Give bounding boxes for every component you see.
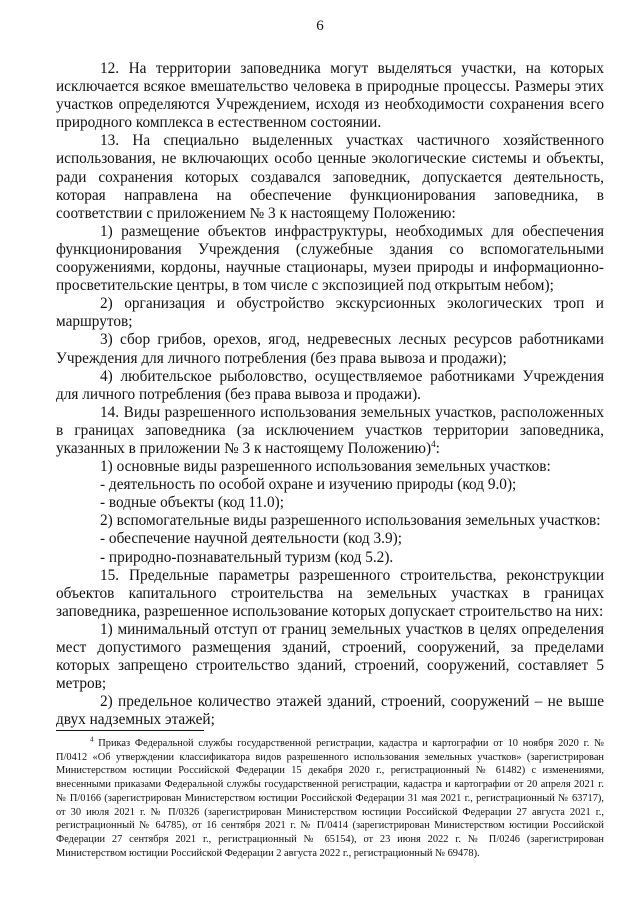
list-item-auxiliary-uses: 2) вспомогательные виды разрешенного использования земельных участков: — [100, 512, 601, 530]
list-item-tourism: - природно-познавательный туризм (код 5.2). — [100, 548, 394, 566]
paragraph-13: 13. На специально выделенных участках частичного хозяйственного использования, не включающих особо ценные экологические системы и объекты, ради сохранения которых создавался заповедник, допускается деятельность, которая направлена на обеспечение функционирования заповедника, в соответствии с приложением № 3 к настоящему Положению: — [56, 132, 604, 222]
footnote — [56, 737, 604, 860]
list-item-infrastructure: 1) размещение объектов инфраструктуры, необходимых для обеспечения функционирования Учреждения (служебные здания со вспомогательными сооружениями, кордоны, научные стационары, музеи природы и информационно-просветительские центры, в том числе с экспозицией под открытым небом); — [56, 222, 604, 295]
footnote-marker: 4 — [90, 735, 94, 744]
paragraph-15: 15. Предельные параметры разрешенного строительства, реконструкции объектов капитального строительства на земельных участках в границах заповедника, разрешенное использование которых допускает строительство на них: — [56, 566, 604, 620]
paragraph-14-tail: : — [435, 439, 440, 457]
footnote-divider — [56, 730, 204, 731]
list-item-floors: 2) предельное количество этажей зданий, строений, сооружений – не выше двух надземных этажей; — [56, 693, 604, 729]
list-item-main-uses: 1) основные виды разрешенного использования земельных участков: — [100, 458, 551, 476]
footnote-reference[interactable]: 4 — [431, 438, 436, 449]
list-item-eco-trails: 2) организация и обустройство экскурсионных экологических троп и маршрутов; — [56, 295, 604, 331]
paragraph-12: 12. На территории заповедника могут выделяться участки, на которых исключается всякое вмешательство человека в природные процессы. Размеры этих участков определяются Учреждением, исходя из необходимости сохранения всего природного комплекса в естественном состоянии. — [56, 60, 604, 132]
list-item-science: - обеспечение научной деятельности (код 3.9); — [100, 530, 402, 548]
paragraph-14 — [56, 404, 604, 458]
list-item-water-objects: - водные объекты (код 11.0); — [100, 494, 284, 512]
page-number: 6 — [316, 18, 324, 34]
document-body — [56, 60, 604, 729]
list-item-gathering: 3) сбор грибов, орехов, ягод, недревесных лесных ресурсов работниками Учреждения для личного потребления (без права вывоза и продажи); — [56, 331, 604, 367]
list-item-protection: - деятельность по особой охране и изучению природы (код 9.0); — [100, 476, 517, 494]
paragraph-14-text: 14. Виды разрешенного использования земельных участков, расположенных в границах заповедника (за исключением участков территории заповедника, указанных в приложении № 3 к настоящему Положению) — [56, 403, 604, 457]
list-item-setback: 1) минимальный отступ от границ земельных участков в целях определения мест допустимого размещения зданий, строений, сооружений, за пределами которых запрещено строительство зданий, строений, сооружений, составляет 5 метров; — [56, 620, 604, 693]
list-item-fishing: 4) любительское рыболовство, осуществляемое работниками Учреждения для личного потребления (без права вывоза и продажи). — [56, 367, 604, 403]
footnote-text: Приказ Федеральной службы государственной регистрации, кадастра и картографии от 10 ноября 2020 г. № П/0412 «Об утверждении классификатора видов разрешенного использования земельных участков» (зарегистрирован Министерством юстиции Российской Федерации 15 декабря 2020 г., регистрационный № 61482) с изменениями, внесенными приказами Федеральной службы государственной регистрации, кадастра и картографии от 20 апреля 2021 г. № П/0166 (зарегистрирован Министерством юстиции Российской Федерации 31 мая 2021 г., регистрационный № 63717), от 30 июля 2021 г. № П/0326 (зарегистрирован Министерством юстиции Российской Федерации 27 августа 2021 г., регистрационный № 64785), от 16 сентября 2021 г. № П/0414 (зарегистрирован Министерством юстиции Российской Федерации 27 сентября 2021 г., регистрационный № 65154), от 23 июня 2022 г. № П/0246 (зарегистрирован Министерством юстиции Российской Федерации 2 августа 2022 г., регистрационный № 69478). — [56, 738, 604, 859]
